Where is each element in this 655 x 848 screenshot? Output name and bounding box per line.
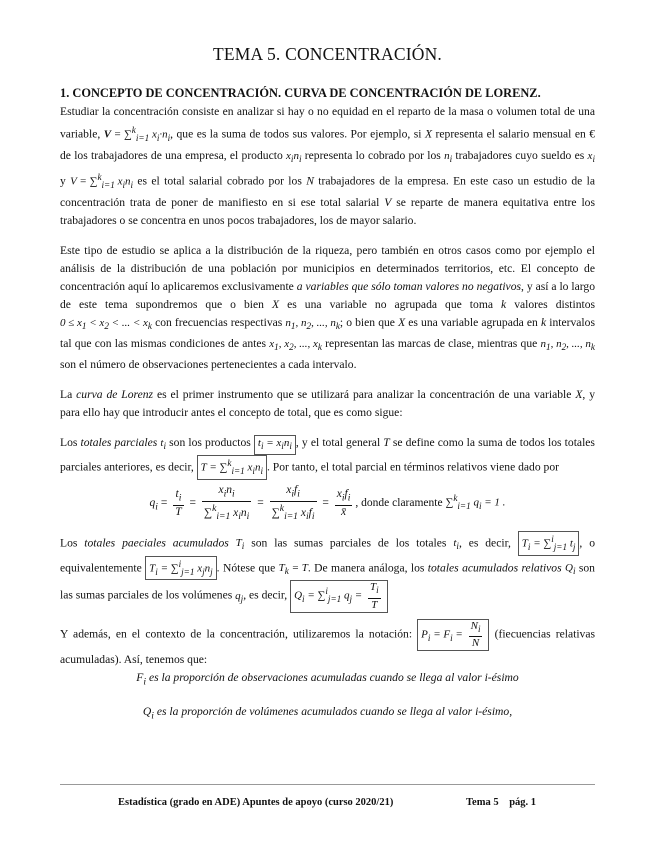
formula-marks: $x_1$, $x_2$, ..., $x_k$: [269, 338, 322, 353]
formula-xini: $x_in_i$: [286, 149, 302, 165]
formula-Tk: $T_k = T$: [278, 562, 308, 577]
formula-v-total: V = ∑$^k_{i=1}$ $x_in_i$: [70, 172, 134, 190]
footer-left: Estadística (grado en ADE) Apuntes de apoyo (curso 2020/21): [118, 797, 394, 808]
definition-fi: $F_i$ es la proporción de observaciones acumuladas cuando se llega al valor i-ésimo: [136, 670, 519, 688]
paragraph-notation: Y además, en el contexto de la concentración, utilizaremos la notación: $P_i = F_i$ = $\frac{N_i}{N}$ (fiecuencias relativas acumuladas). Así, tenemos que:: [60, 619, 595, 666]
paragraph-scope: Este tipo de estudio se aplica a la distribución de la riqueza, pero también en otros casos como por ejemplo el análisis de la distribución de una población por municipios en determinados territorios, etc. El concepto de concentración aquí lo aplicaremos exclusivamente a variables que sólo toman valores no negativos, y así a lo largo de este tema supondremos que o bien X es una variable no agrupada que toma k valores distintos $0 \le x_1 < x_2$ < ... < $x_k$ con frecuencias respectivas $n_1$, $n_2$, ..., $n_k$; o bien que X es una variable agrupada en k intervalos tal que con las mismas condiciones de antes $x_1$, $x_2$, ..., $x_k$ representan las marcas de clase, mientras que $n_1$, $n_2$, ..., $n_k$ son el número de observaciones pertenecientes a cada intervalo.: [60, 243, 596, 372]
footer-right: [466, 797, 544, 808]
paragraph-intro: 1. CONCEPTO DE CONCENTRACIÓN. CURVA DE CONCENTRACIÓN DE LORENZ. Estudiar la concentración consiste en analizar si hay o no equidad en el reparto de la masa o volumen total de una variable, V = ∑$^k_{i=1}$ $x_i\cdot n_i$, que es la suma de todos sus valores. Por ejemplo, si X representa el salario mensual en € de los trabajadores de una empresa, el producto $x_in_i$ representa lo cobrado por los $n_i$ trabajadores cuyo sueldo es $x_i$ y V = ∑$^k_{i=1}$ $x_in_i$ es el total salarial cobrado por los N trabajadores de la empresa. En este caso un estudio de la concentración trata de poner de manifiesto en si ese total salarial V se reparte de manera equitativa entre los trabajadores o se concentra en unos pocos trabajadores, los de mayor salario.: [60, 86, 595, 227]
formula-sum-qi: ∑$^k_{i=1}$ $q_i = 1$ .: [445, 493, 506, 512]
paragraph-partial-totals: Los totales parciales $t_i$ son los productos $t_i = x_in_i$ , y el total general T se define como la suma de todos los totales parciales anteriores, es decir, T = ∑$^k_{i=1}$ $x_in_i$ . Por tanto, el total parcial en términos relativos viene dado por: [60, 434, 595, 480]
formula-ti: $t_i$: [160, 437, 167, 452]
formula-qj: $q_j$: [235, 590, 244, 605]
definition-qi: $Q_i$ es la proporción de volúmenes acumulados cuando se llega al valor i-ésimo,: [142, 705, 513, 722]
formula-Qi-def: $Q_i = \sum^i_{j=1}$ $q_j$ = $\frac{T_i}{T}$: [290, 580, 388, 612]
page-title: TEMA 5. CONCENTRACIÓN.: [213, 44, 442, 64]
formula-T-def: T = ∑$^k_{i=1}$ $x_in_i$: [197, 455, 267, 480]
formula-Qi: $Q_i$: [565, 562, 576, 577]
formula-v-sum: V = ∑$^k_{i=1}$ $x_i\cdot n_i$: [103, 125, 171, 143]
formula-qi: $q_i$ = $\frac{t_i}{T}$ = $\frac{x_in_i}{\sum^k_{i=1} x_in_i}$ = $\frac{x_if_i}{\sum^k_{i=1} x_if_i}$ = $\frac{x_if_i}{x̄}$ , donde claramente ∑$^k_{i=1}$ $q_i = 1$ .: [149, 484, 506, 522]
formula-Pi: $P_i = F_i$ = $\frac{N_i}{N}$: [417, 619, 489, 651]
formula-ni: $n_i$: [444, 149, 453, 165]
formula-Ti-def: $T_i = \sum^i_{j=1}$ $t_j$: [518, 531, 580, 556]
formula-Ti-alt: $T_i = \sum^i_{j=1}$ $x_jn_j$: [145, 556, 217, 581]
formula-Ti: $T_i$: [235, 537, 245, 552]
formula-ordering: $0 \le x_1 < x_2$ < ... < $x_k$: [60, 316, 152, 332]
formula-counts: $n_1$, $n_2$, ..., $n_k$: [540, 338, 595, 353]
formula-ti-def: $t_i = x_in_i$: [254, 435, 296, 455]
document-body: [60, 84, 595, 737]
formula-xi: $x_i$: [587, 149, 595, 165]
formula-frequencies: $n_1$, $n_2$, ..., $n_k$: [285, 316, 340, 332]
paragraph-cumulative: Los totales paeciales acumulados $T_i$ son las sumas parciales de los totales $t_i$, es decir, $T_i = \sum^i_{j=1}$ $t_j$ , o equivalentemente $T_i = \sum^i_{j=1}$ $x_jn_j$ . Nótese que $T_k = T$. De manera análoga, los totales acumulados relativos $Q_i$ son las sumas parciales de los volúmenes $q_j$, es decir, $Q_i = \sum^i_{j=1}$ $q_j$ = $\frac{T_i}{T}$: [60, 531, 595, 613]
footer-page: pág. 1: [509, 797, 537, 808]
footer-divider: [60, 784, 595, 785]
section-heading: 1. CONCEPTO DE CONCENTRACIÓN. CURVA DE CONCENTRACIÓN DE LORENZ.: [60, 86, 541, 100]
formula-tj: $t_i$: [453, 537, 459, 552]
paragraph-lorenz: La curva de Lorenz es el primer instrumento que se utilizará para analizar la concentración de una variable X, y para ello hay que introducir antes el concepto de total, que es como sigue:: [60, 388, 596, 420]
footer-tema: Tema 5: [466, 797, 499, 808]
